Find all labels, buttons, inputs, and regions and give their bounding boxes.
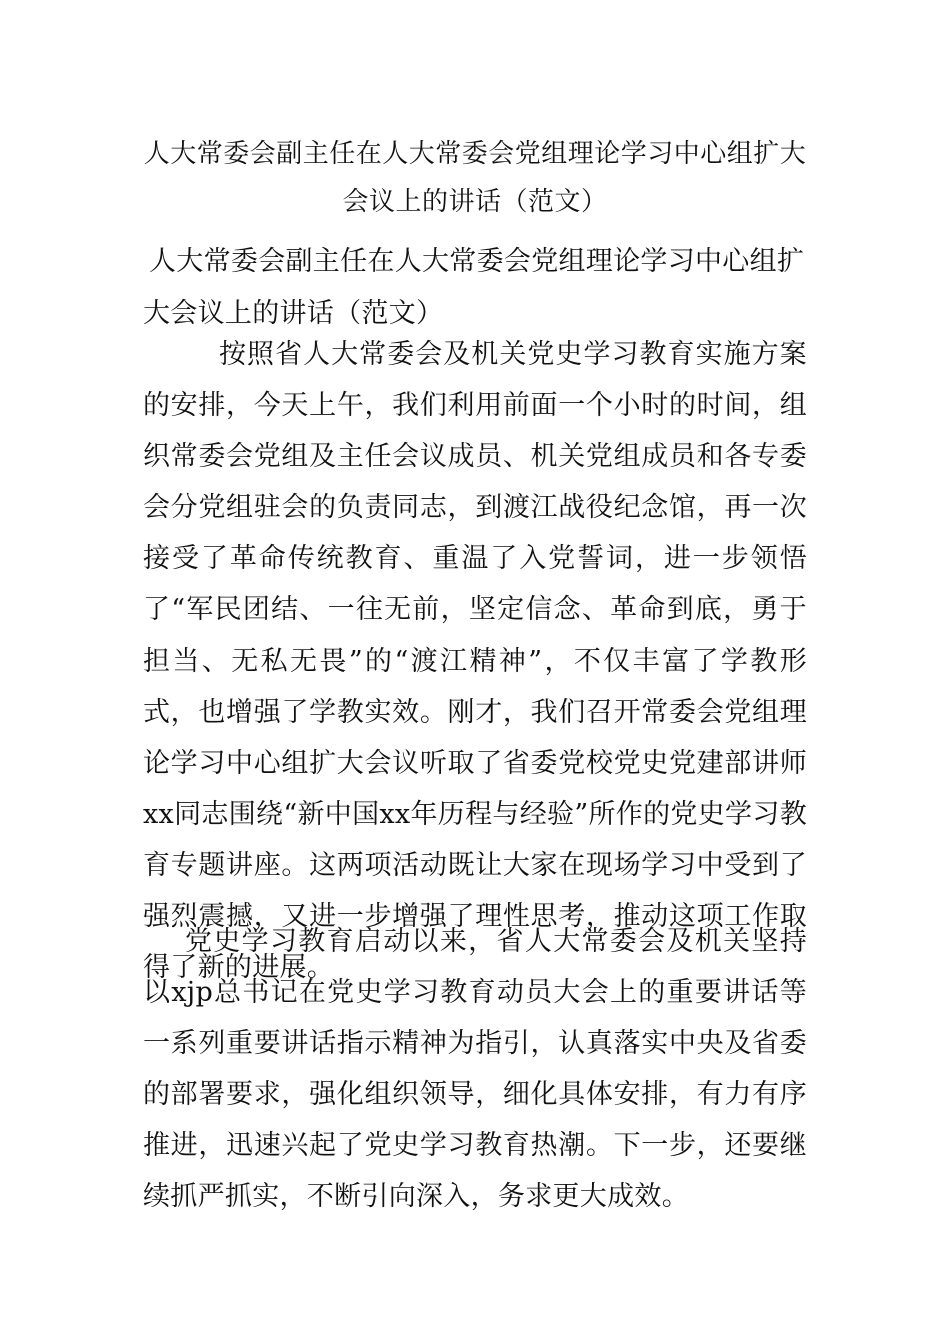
body-paragraph-1: 按照省人大常委会及机关党史学习教育实施方案的安排，今天上午，我们利用前面一个小时的时间，组织常委会党组及主任会议成员、机关党组成员和各专委会分党组驻会的负责同志，到渡江战役纪念馆，再一次接受了革命传统教育、重温了入党誓词，进一步领悟了“军民团结、一往无前，坚定信念、革命到底，勇于担当、无私无畏”的“渡江精神”，不仅丰富了学教形式，也增强了学教实效。刚才，我们召开常委会党组理论学习中心组扩大会议听取了省委党校党史党建部讲师xx同志围绕“新中国xx年历程与经验”所作的党史学习教育专题讲座。这两项活动既让大家在现场学习中受到了强烈震撼，又进一步增强了理性思考，推动这项工作取得了新的进展。 (143, 339, 807, 984)
document-subtitle: 人大常委会副主任在人大常委会党组理论学习中心组扩大会议上的讲话（范文） (143, 246, 805, 329)
body-paragraph-2: 党史学习教育启动以来，省人大常委会及机关坚持以xjp总书记在党史学习教育动员大会上的重要讲话等一系列重要讲话指示精神为指引，认真落实中央及省委的部署要求，强化组织领导，细化具体安排，有力有序推进，迅速兴起了党史学习教育热潮。下一步，还要继续抓严抓实，不断引向深入，务求更大成效。 (143, 926, 807, 1213)
document-title: 人大常委会副主任在人大常委会党组理论学习中心组扩大会议上的讲话（范文） (143, 139, 807, 217)
